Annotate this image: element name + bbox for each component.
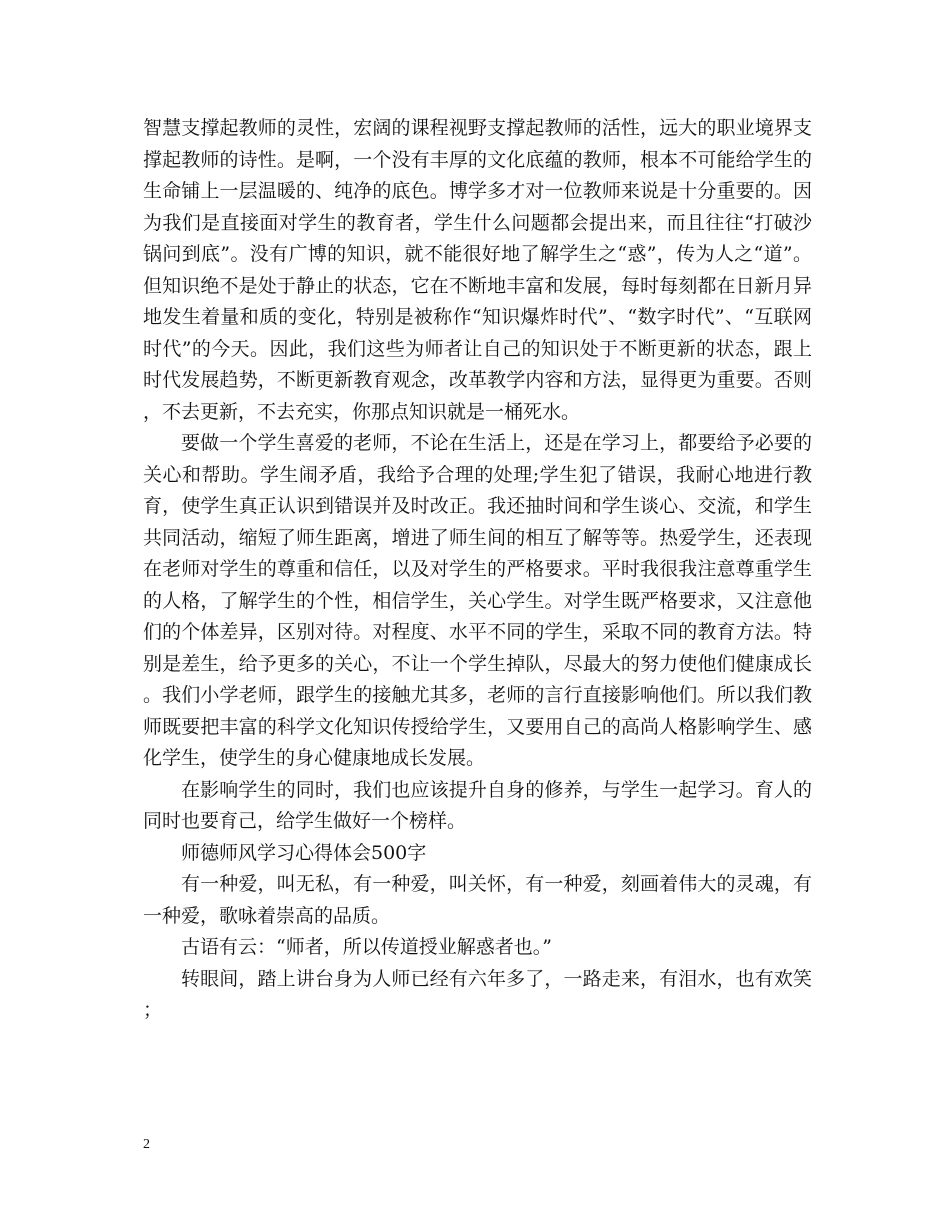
paragraph-ancient-saying: 古语有云：“师者，所以传道授业解惑者也。”: [181, 936, 552, 958]
paragraph-six-years: 转眼间，踏上讲台身为人师已经有六年多了，一路走来，有泪水，也有欢笑；: [143, 967, 812, 1021]
page-number: 2: [143, 1137, 150, 1152]
paragraph-student-care: 要做一个学生喜爱的老师，不论在生活上，还是在学习上，都要给予必要的关心和帮助。学生闹矛盾，我给予合理的处理;学生犯了错误，我耐心地进行教育，使学生真正认识到错误并及时改正。我还抽时间和学生谈心、交流，和学生共同活动，缩短了师生距离，增进了师生间的相互了解等等。热爱学生，还表现在老师对学生的尊重和信任，以及对学生的严格要求。平时我很我注意尊重学生的人格，了解学生的个性，相信学生，关心学生。对学生既严格要求，又注意他们的个体差异，区别对待。对程度、水平不同的学生，采取不同的教育方法。特别是差生，给予更多的关心，不让一个学生掉队，尽最大的努力使他们健康成长。我们小学老师，跟学生的接触尤其多，老师的言行直接影响他们。所以我们教师既要把丰富的科学文化知识传授给学生，又要用自己的高尚人格影响学生、感化学生，使学生的身心健康地成长发展。: [143, 432, 812, 769]
paragraph-self-improvement: 在影响学生的同时，我们也应该提升自身的修养，与学生一起学习。育人的同时也要育己，给学生做好一个榜样。: [143, 778, 812, 832]
paragraph-kinds-of-love: 有一种爱，叫无私，有一种爱，叫关怀，有一种爱，刻画着伟大的灵魂，有一种爱，歌咏着崇高的品质。: [143, 873, 812, 927]
paragraph-continued: 智慧支撑起教师的灵性，宏阔的课程视野支撑起教师的活性，远大的职业境界支撑起教师的诗性。是啊，一个没有丰厚的文化底蕴的教师，根本不可能给学生的生命铺上一层温暖的、纯净的底色。博学多才对一位教师来说是十分重要的。因为我们是直接面对学生的教育者，学生什么问题都会提出来，而且往往“打破沙锅问到底”。没有广博的知识，就不能很好地了解学生之“惑”，传为人之“道”。但知识绝不是处于静止的状态，它在不断地丰富和发展，每时每刻都在日新月异地发生着量和质的变化，特别是被称作“知识爆炸时代”、“数字时代”、“互联网时代”的今天。因此，我们这些为师者让自己的知识处于不断更新的状态，跟上时代发展趋势，不断更新教育观念，改革教学内容和方法，显得更为重要。否则，不去更新，不去充实，你那点知识就是一桶死水。: [143, 117, 812, 423]
document-body: [143, 113, 812, 1027]
section-heading: 师德师风学习心得体会500字: [181, 841, 427, 864]
